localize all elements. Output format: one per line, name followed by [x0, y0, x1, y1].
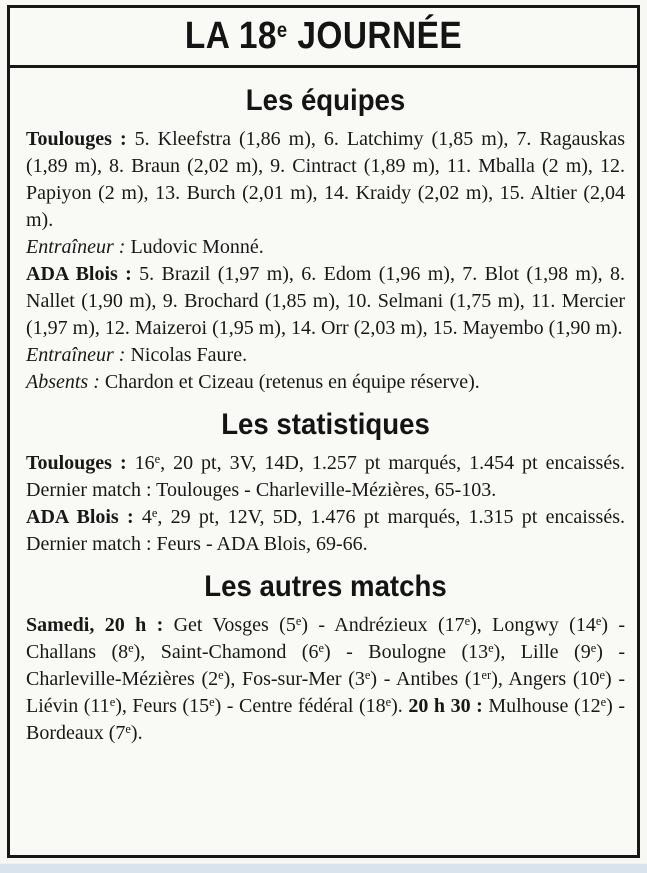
- paragraph: [26, 126, 625, 234]
- article-body: [10, 68, 637, 747]
- paragraph-lead: Entraîneur :: [26, 344, 126, 366]
- paragraph-lead: Samedi, 20 h :: [26, 614, 164, 636]
- paragraph-text: Get Vosges (5e) - Andrézieux (17e), Longwy (14e) - Challans (8e), Saint-Chamond (6e) - Boulogne (13e), Lille (9e) - Charleville-Mézières (2e), Fos-sur-Mer (3e) - Antibes (1er), Angers (10e) - Liévin (11e), Feurs (15e) - Centre fédéral (18e). 20 h 30 : Mulhouse (12e) - Bordeaux (7e).: [26, 614, 626, 744]
- paragraph-text: 5. Kleefstra (1,86 m), 6. Latchimy (1,85 m), 7. Ragauskas (1,89 m), 8. Braun (2,02 m), 9. Cintract (1,89 m), 11. Mballa (2 m), 12. Papiyon (2 m), 13. Burch (2,01 m), 14. Kraidy (2,02 m), 15. Altier (2,04 m).: [26, 128, 625, 231]
- paragraph: [26, 504, 625, 558]
- paragraph: [26, 261, 625, 342]
- title-banner: [10, 8, 637, 68]
- paragraph-lead: ADA Blois :: [26, 263, 132, 285]
- paragraph-lead: Absents :: [26, 371, 100, 393]
- section-heading: Les statistiques: [221, 408, 430, 441]
- section: [26, 408, 625, 558]
- section-paragraphs: [26, 126, 625, 396]
- paragraph-text: 4e, 29 pt, 12V, 5D, 1.476 pt marqués, 1.315 pt encaissés. Dernier match : Feurs - ADA Blois, 69-66.: [26, 506, 625, 555]
- paragraph-text: Nicolas Faure.: [130, 344, 248, 366]
- paragraph-text: Chardon et Cizeau (retenus en équipe réserve).: [104, 371, 480, 393]
- section-paragraphs: [26, 450, 625, 558]
- page-title: LA 18e JOURNÉE: [184, 15, 463, 57]
- paragraph-lead: Toulouges :: [26, 128, 127, 150]
- section-heading: Les équipes: [245, 84, 406, 117]
- section-paragraphs: [26, 612, 625, 747]
- paragraph-lead: Toulouges :: [26, 452, 127, 474]
- paragraph: [26, 369, 625, 396]
- paragraph: [26, 342, 625, 369]
- section: [26, 570, 625, 747]
- paragraph: [26, 234, 625, 261]
- paragraph: [26, 612, 625, 747]
- paragraph: [26, 450, 625, 504]
- bottom-scan-strip: [0, 863, 647, 873]
- document-frame: [7, 5, 640, 858]
- paragraph-text: 16e, 20 pt, 3V, 14D, 1.257 pt marqués, 1.454 pt encaissés. Dernier match : Toulouges - Charleville-Mézières, 65-103.: [26, 452, 625, 501]
- paragraph-text: Ludovic Monné.: [130, 236, 264, 258]
- paragraph-lead: Entraîneur :: [26, 236, 126, 258]
- paragraph-lead: ADA Blois :: [26, 506, 134, 528]
- section-heading: Les autres matchs: [204, 570, 447, 603]
- section: [26, 84, 625, 396]
- paragraph-text: 5. Brazil (1,97 m), 6. Edom (1,96 m), 7. Blot (1,98 m), 8. Nallet (1,90 m), 9. Brochard (1,85 m), 10. Selmani (1,75 m), 11. Mercier (1,97 m), 12. Maizeroi (1,95 m), 14. Orr (2,03 m), 15. Mayembo (1,90 m).: [26, 263, 625, 339]
